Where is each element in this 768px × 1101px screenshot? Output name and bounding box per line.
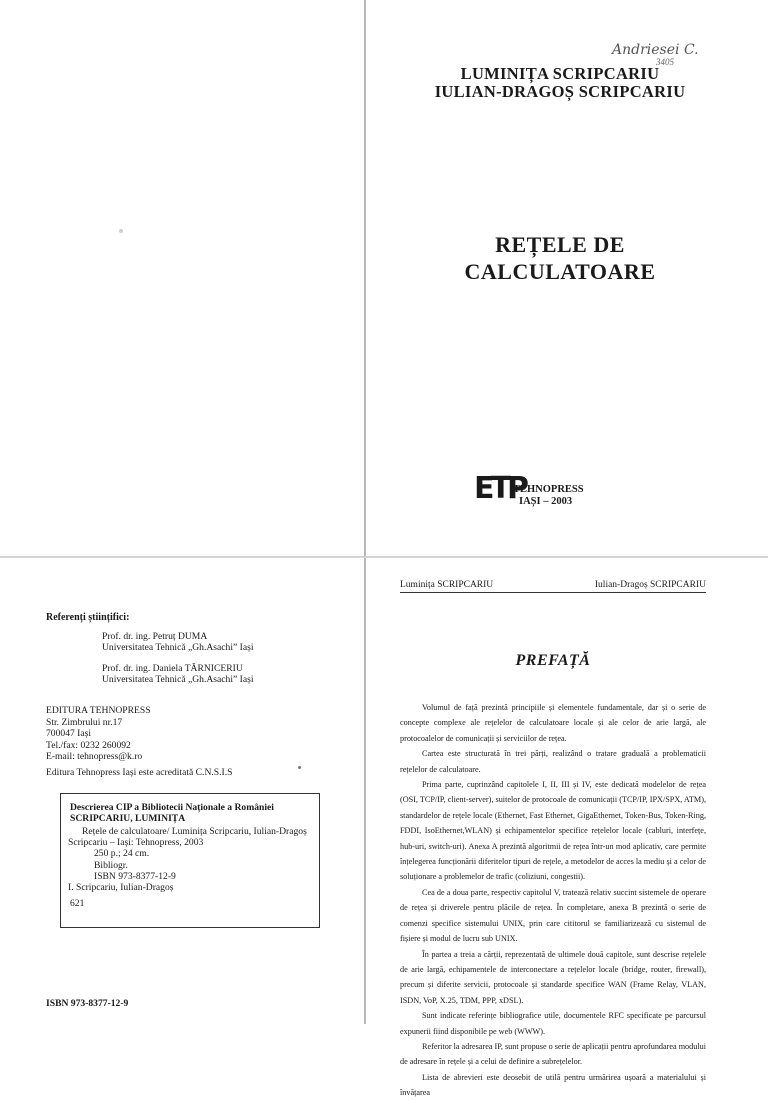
accreditation-note: Editura Tehnopress Iași este acreditată C.N.S.I.S (46, 767, 233, 778)
publisher-place-year: IAȘI – 2003 (519, 496, 573, 507)
publisher-logo: ETP (474, 471, 525, 506)
referent-affiliation: Universitatea Tehnică „Gh.Asachi” Iași (102, 674, 254, 685)
referent-1 (102, 631, 254, 653)
cip-line: 250 p.; 24 cm. (94, 848, 150, 860)
running-header-right: Iulian-Dragoș SCRIPCARIU (594, 580, 706, 590)
page-fold-horizontal (0, 556, 768, 558)
preface-title: PREFAȚĂ (515, 652, 591, 669)
preface-paragraph: În partea a treia a cărții, reprezentată de ultimele două capitole, sunt descrise rețelele de arie largă, echipamentele de interconectare a rețelelor locale (bridge, router, firewall), precum și diferite servicii, protocoale și standarde specifice WAN (Frame Relay, VLAN, ISDN, VoP, X.25, TDM, PPP, xDSL). (400, 949, 706, 1005)
referent-affiliation: Universitatea Tehnică „Gh.Asachi” Iași (102, 642, 254, 653)
referent-2 (102, 663, 254, 685)
cip-line: Scripcariu – Iași: Tehnopress, 2003 (68, 837, 204, 849)
address-line: EDITURA TEHNOPRESS (46, 705, 151, 716)
handwritten-name: Andriesei C. (612, 42, 699, 58)
cip-heading-line: SCRIPCARIU, LUMINIȚA (70, 813, 186, 825)
cip-line: ISBN 973-8377-12-9 (94, 870, 176, 882)
author-2: IULIAN-DRAGOȘ SCRIPCARIU (434, 82, 686, 101)
book-title-line-2: CALCULATOARE (464, 259, 656, 284)
cip-heading (70, 802, 274, 824)
preface-paragraph: Volumul de față prezintă principiile și elementele fundamentale, dar și o serie de concepte complexe ale rețelelor de calculatoare locale și ale celor de arie largă, ale protocoalelor de comunicații și serviciilor de rețea. (400, 703, 706, 743)
preface-paragraph: Referitor la adresarea IP, sunt propuse o serie de aplicații pentru aprofundarea modului de adresare în rețele și a celui de definire a subrețelelor. (400, 1041, 706, 1067)
scan-speck (119, 229, 123, 233)
running-header-left: Luminița SCRIPCARIU (400, 580, 494, 590)
address-line: 700047 Iași (46, 728, 92, 740)
referent-name: Prof. dr. ing. Daniela TĂRNICERIU (102, 663, 243, 674)
preface-body (400, 700, 706, 1101)
preface-paragraph: Cartea este structurată în trei părți, realizând o tratare graduală a problematicii rețelelor de calculatoare. (400, 749, 706, 774)
cip-heading-line: Descrierea CIP a Bibliotecii Naționale a României (70, 802, 274, 813)
running-header (400, 580, 706, 593)
address-line: Tel./fax: 0232 260092 (46, 739, 131, 751)
address-line: E-mail: tehnopress@k.ro (46, 751, 143, 763)
preface-paragraph: Lista de abrevieri este deosebit de utilă pentru urmărirea ușoară a materialului și învățarea (400, 1072, 706, 1098)
referents-label: Referenți științifici: (46, 612, 130, 623)
page-fold-vertical (364, 0, 366, 1024)
publisher-name: TEHNOPRESS (513, 484, 584, 495)
handwritten-number: 3405 (656, 57, 674, 67)
referent-name: Prof. dr. ing. Petruț DUMA (102, 631, 208, 642)
publisher-imprint (513, 484, 584, 508)
preface-paragraph: Cea de a doua parte, respectiv capitolul V, tratează relativ succint sistemele de operare de rețea și driverele pentru plăcile de rețea. În completare, anexa B prezintă o serie de comenzi specifice sistemului UNIX, prin care cititorul se familiarizează cu sistemul de fișiere și modul de lucru sub UNIX. (400, 887, 706, 944)
preface-paragraph: Sunt indicate referințe bibliografice utile, documentele RFC specificate pe parcursul expunerii fiind disponibile pe web (WWW). (400, 1011, 706, 1036)
publisher-address (46, 705, 151, 763)
cip-classification-number: 621 (70, 898, 85, 909)
cip-line: I. Scripcariu, Iulian-Dragoș (68, 882, 174, 894)
preface-paragraph: Prima parte, cuprinzând capitolele I, II, III și IV, este dedicată modelelor de rețea (OSI, TCP/IP, client-server), suitelor de protocoale de comunicații (TCP/IP, IPX/SPX, ATM), standardelor de rețele locale (Ethernet, Fast Ethernet, GigaEthernet, Token-Bus, Token-Ring, FDDI, IsoEthernet,WLAN) și echipamentelor specifice rețelelor locale (cabluri, interfețe, hub-uri, switch-uri). Anexa A prezintă algoritmii de rețea într-un mod aplicativ, care permite înțelegerea funcționării diferitelor tipuri de rețele, a metodelor de acces la mediu și a celor de soluționare a problemelor de trafic (coliziuni, congestii). (400, 780, 706, 882)
address-line: Str. Zimbrului nr.17 (46, 716, 123, 728)
cip-record-lines (68, 826, 307, 893)
isbn: ISBN 973-8377-12-9 (46, 998, 129, 1009)
book-title-line-1: REȚELE DE (495, 232, 625, 257)
author-1: LUMINIȚA SCRIPCARIU (460, 64, 660, 83)
cip-line: Bibliogr. (94, 859, 128, 871)
cip-line: Rețele de calculatoare/ Luminița Scripcariu, Iulian-Dragoș (82, 826, 307, 837)
scan-speck (298, 766, 301, 769)
